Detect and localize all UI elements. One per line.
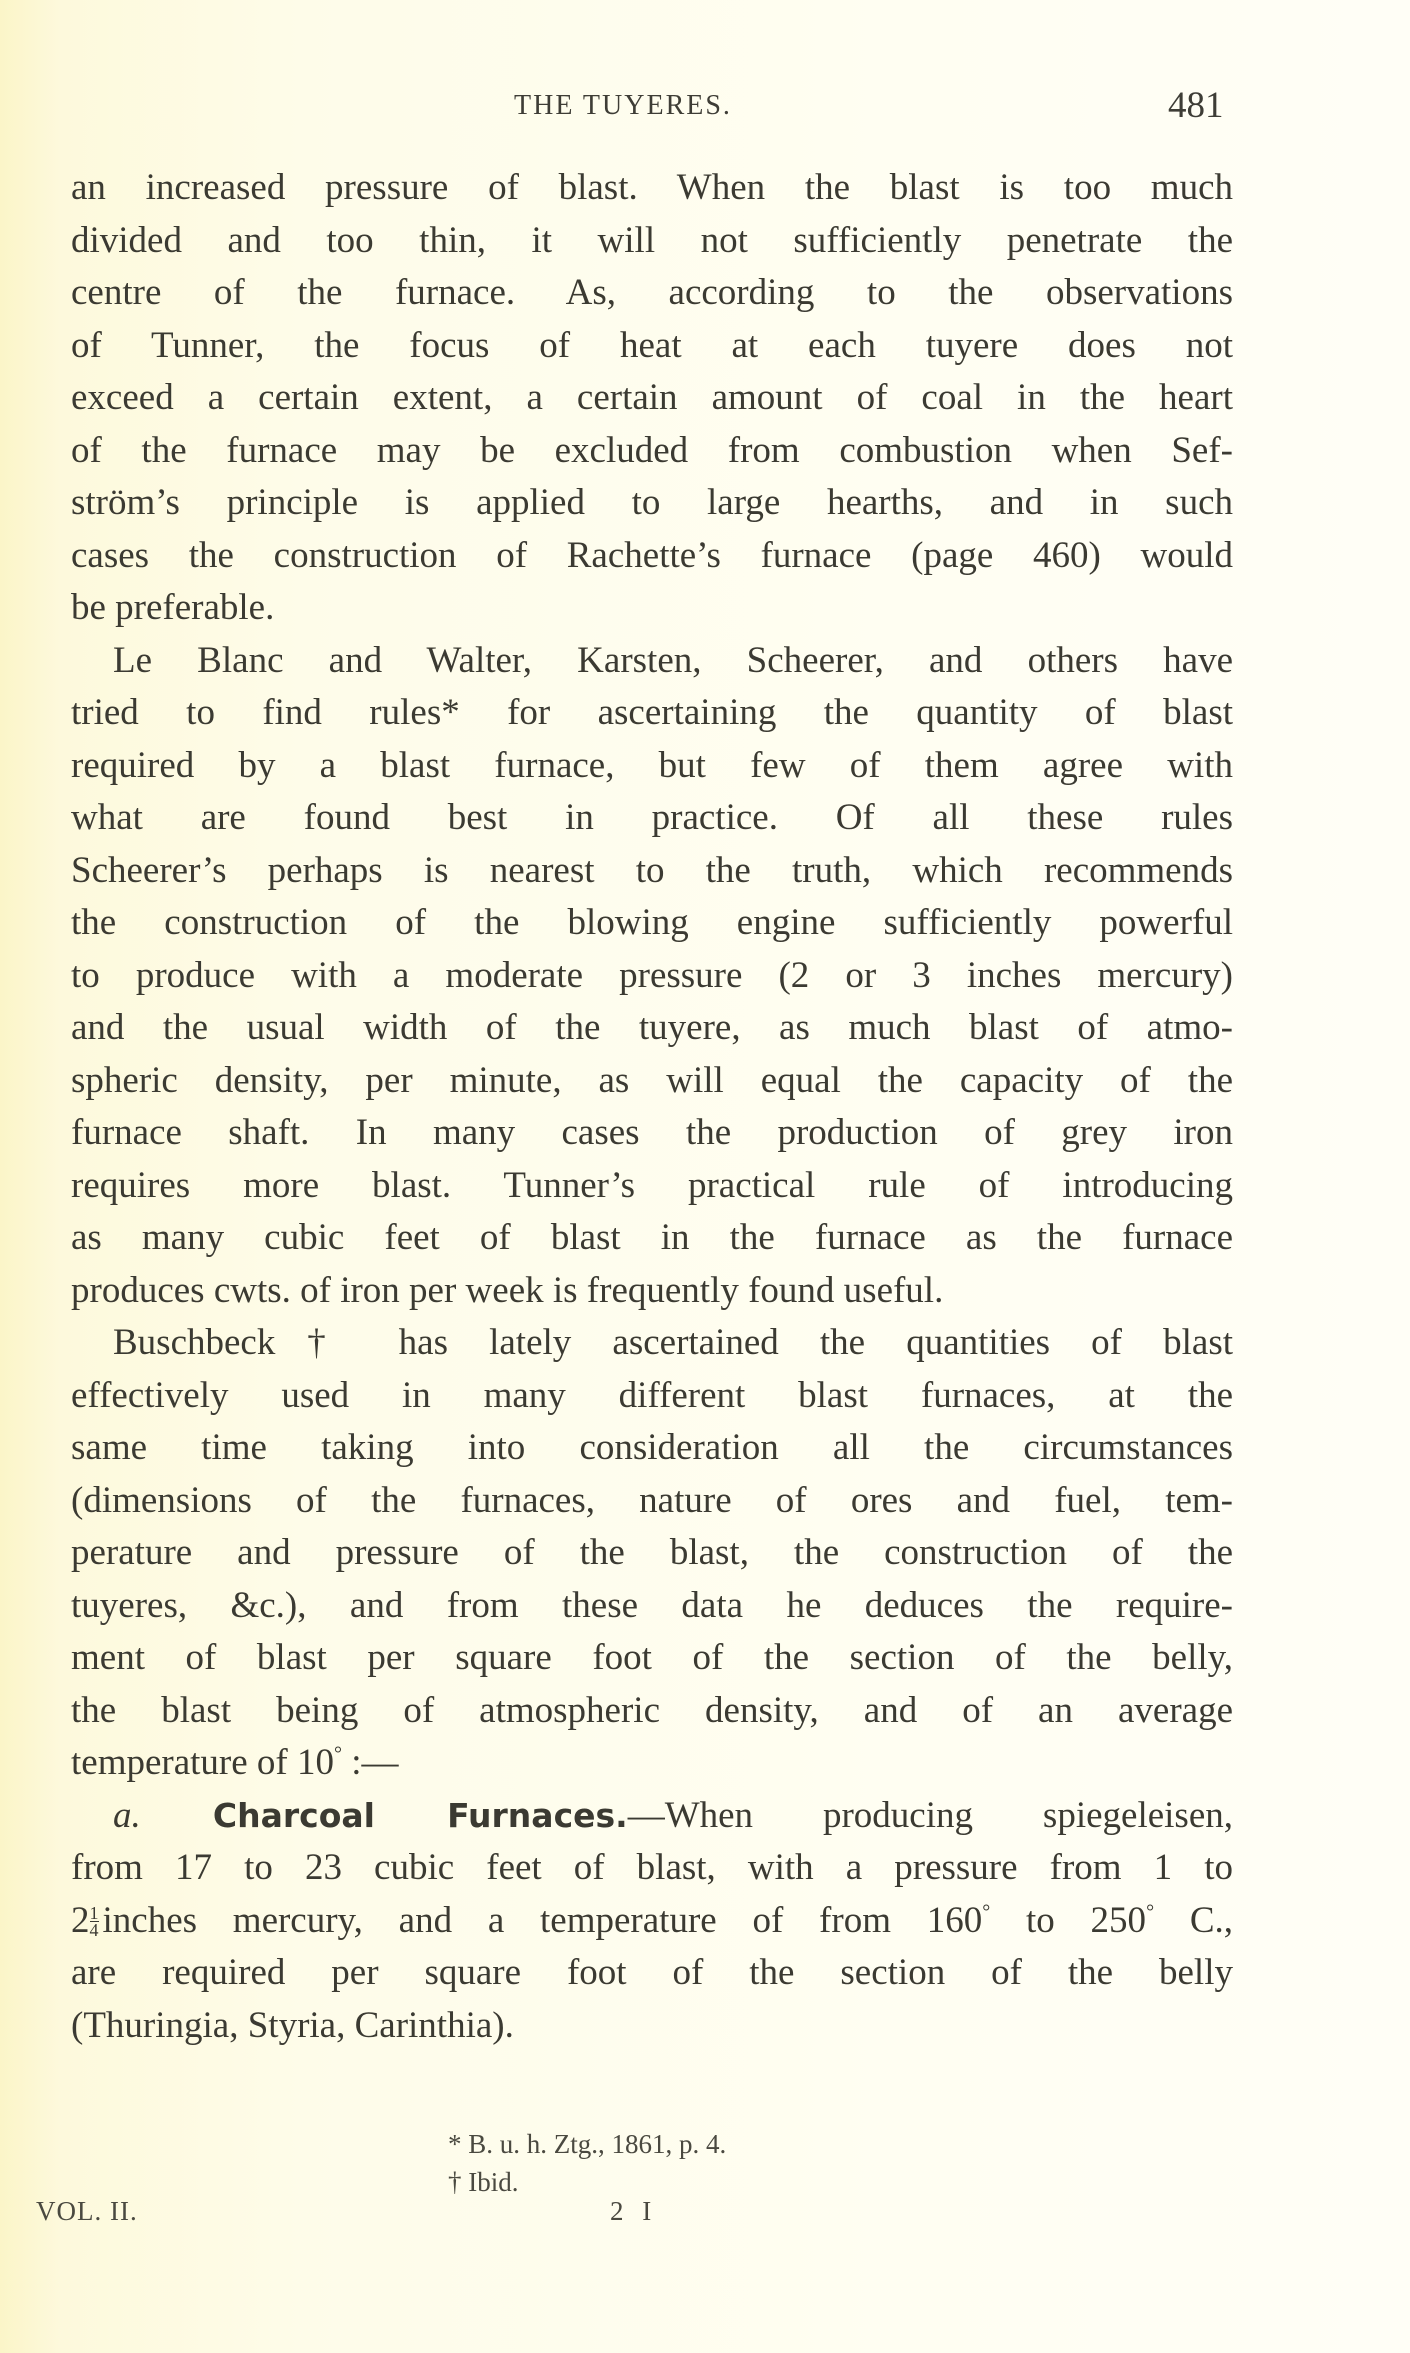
footnote-mark: * [448, 2129, 462, 2159]
degree-sign: ° [1146, 1900, 1155, 1923]
text-line: Buschbeck† has lately ascertained the quantities of blast [113, 1322, 1233, 1363]
text-line: what are found best in practice. Of all these rules [71, 797, 1233, 838]
text-line: the blast being of atmospheric density, and of an average [71, 1689, 1233, 1731]
text-line: cases the construction of Rachette’s furnace (page 460) would [71, 534, 1233, 576]
text-line: from 17 to 23 cubic feet of blast, with a pressure from 1 to [71, 1847, 1233, 1888]
page-header [0, 84, 1410, 124]
page-footer [0, 2196, 1410, 2236]
degree-sign: ° [334, 1743, 342, 1765]
text-line: tuyeres, &c.), and from these data he deduces the require- [71, 1584, 1233, 1626]
text-line: Scheerer’s perhaps is nearest to the truth, which recommends [71, 849, 1233, 891]
text-line: are required per square foot of the section of the belly [71, 1952, 1233, 1993]
degree-sign: ° [982, 1900, 991, 1923]
fraction-one-quarter: $\frac{1}{4}$ [89, 1902, 99, 1940]
section-heading: Charcoal Furnaces. [140, 1795, 628, 1835]
footnote-asterisk: * B. u. h. Ztg., 1861, p. 4. [448, 2129, 727, 2159]
section-letter: a. [113, 1794, 141, 1836]
paragraph-continued [71, 162, 1233, 635]
text-line: of Tunner, the focus of heat at each tuyere does not [71, 324, 1233, 366]
paragraph-charcoal-furnaces [71, 1790, 1233, 2053]
text-line: requires more blast. Tunner’s practical rule of introducing [71, 1164, 1233, 1206]
footnotes [448, 2125, 726, 2201]
text-line: (dimensions of the furnaces, nature of ores and fuel, tem- [71, 1479, 1233, 1521]
page-number: 481 [1168, 85, 1224, 126]
text-line: the construction of the blowing engine sufficiently powerful [71, 902, 1233, 943]
text-line: tried to find rules* for ascertaining the quantity of blast [71, 692, 1233, 733]
text-line: of the furnace may be excluded from combustion when Sef- [71, 429, 1233, 471]
text-line: divided and too thin, it will not sufficiently penetrate the [71, 219, 1233, 261]
text-line: produces cwts. of iron per week is frequently found useful. [71, 1269, 944, 1311]
text-line: spheric density, per minute, as will equal the capacity of the [71, 1059, 1233, 1101]
text-line: to produce with a moderate pressure (2 or 3 inches mercury) [71, 954, 1233, 996]
footnote-mark: † [448, 2167, 462, 2197]
text-line: perature and pressure of the blast, the construction of the [71, 1532, 1233, 1573]
text-line: ström’s principle is applied to large hearths, and in such [71, 482, 1233, 523]
signature-mark: 2 I [610, 2196, 658, 2226]
running-title: THE TUYERES. [514, 90, 732, 121]
paragraph-buschbeck [71, 1317, 1233, 1790]
text-line: a. Charcoal Furnaces.—When producing spiegeleisen, [113, 1794, 1233, 1836]
text-line: required by a blast furnace, but few of them agree with [71, 744, 1233, 786]
text-line: and the usual width of the tuyere, as much blast of atmo- [71, 1007, 1233, 1048]
paragraph-blast-rules [71, 635, 1233, 1318]
text-line: furnace shaft. In many cases the production of grey iron [71, 1112, 1233, 1153]
text-line: effectively used in many different blast furnaces, at the [71, 1374, 1233, 1416]
footnote-dagger: † Ibid. [448, 2167, 519, 2197]
text-line: same time taking into consideration all the circumstances [71, 1427, 1233, 1468]
text-line: centre of the furnace. As, according to the observations [71, 272, 1233, 313]
text-line: (Thuringia, Styria, Carinthia). [71, 2004, 514, 2046]
text-line: as many cubic feet of blast in the furnace as the furnace [71, 1217, 1233, 1258]
text-line: 2 $\frac{1}{4}$ inches mercury, and a temperature of from 160° to 250° C., [71, 1899, 1234, 1941]
text-line: temperature of 10° :— [71, 1742, 399, 1783]
text-line: be preferable. [71, 587, 275, 628]
text-line: Le Blanc and Walter, Karsten, Scheerer, and others have [113, 639, 1233, 681]
text-line: exceed a certain extent, a certain amount of coal in the heart [71, 377, 1233, 418]
text-line: an increased pressure of blast. When the blast is too much [71, 167, 1233, 208]
body-text [71, 162, 1233, 2052]
volume-label: VOL. II. [36, 2196, 138, 2226]
text-line: ment of blast per square foot of the section of the belly, [71, 1637, 1233, 1678]
